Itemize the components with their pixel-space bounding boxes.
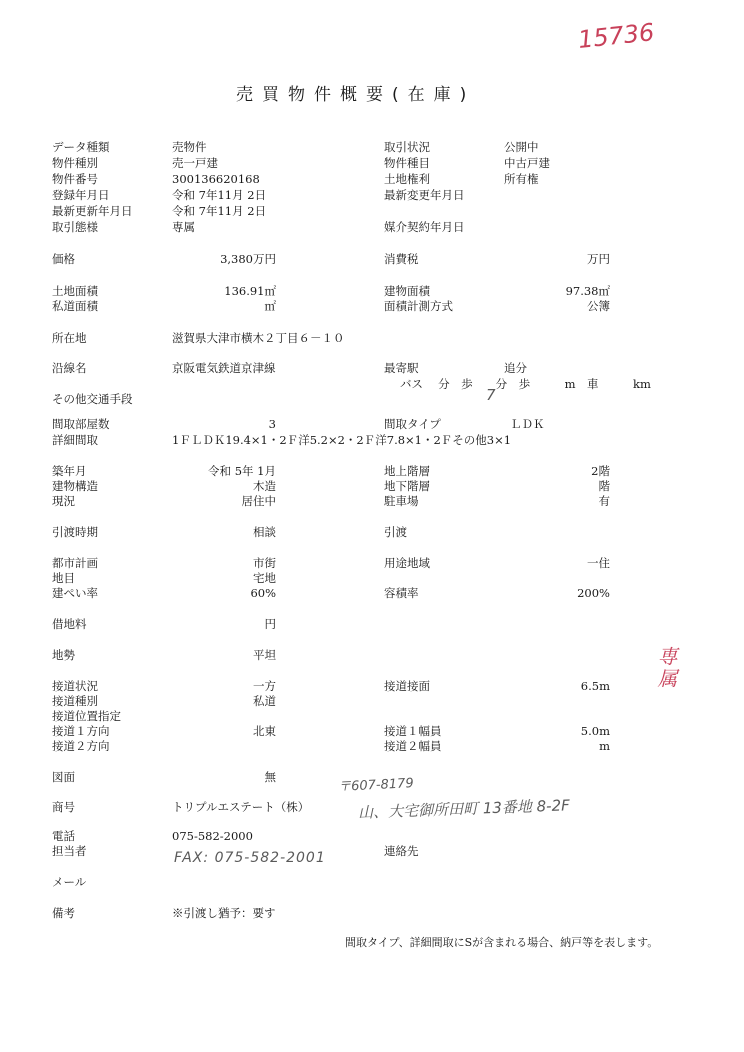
value-road-face: 6.5m [580,679,610,693]
value-registered: 令和 7年11月 2日 [172,188,267,202]
label-contact: 連絡先 [384,844,419,858]
value-road-kind: 私道 [253,694,276,708]
value-property-type: 売一戸建 [172,156,218,170]
label-road-position: 接道位置指定 [52,709,121,723]
handwritten-doc-number: 15736 [576,18,656,54]
label-trade-status: 取引状況 [384,140,430,154]
label-transaction: 取引態様 [52,220,98,234]
value-line: 京阪電気鉄道京津線 [172,361,276,375]
value-trade-status: 公開中 [504,140,539,154]
value-property-item: 中古戸建 [504,156,550,170]
label-handover: 引渡 [384,525,407,539]
label-tax: 消費税 [384,252,419,266]
value-road-status: 一方 [253,679,276,693]
handwritten-senzoku: 専属 [654,646,678,690]
label-road2-width: 接道２幅員 [384,739,442,753]
label-road-face: 接道接面 [384,679,430,693]
label-building-area: 建物面積 [384,284,430,298]
value-private-road-unit: ㎡ [264,299,276,313]
label-structure: 建物構造 [52,479,98,493]
label-latest-change: 最新変更年月日 [384,188,465,202]
value-city-plan: 市街 [253,556,276,570]
handwritten-address: 山、大宅御所田町 13番地 8-2F [357,796,571,822]
label-trade-name: 商号 [52,800,75,814]
value-structure: 木造 [253,479,276,493]
label-mediation: 媒介契約年月日 [384,220,465,234]
value-location: 滋賀県大津市横木２丁目６－１０ [172,331,345,345]
value-data-type: 売物件 [172,140,207,154]
label-phone: 電話 [52,829,75,843]
value-updated: 令和 7年11月 2日 [172,204,267,218]
label-far: 容積率 [384,586,419,600]
label-current: 現況 [52,494,75,508]
value-transaction: 専属 [172,220,195,234]
value-coverage: 60% [250,586,276,600]
label-location: 所在地 [52,331,87,345]
label-property-no: 物件番号 [52,172,98,186]
label-parking: 駐車場 [384,494,419,508]
label-price: 価格 [52,252,75,266]
value-terrain: 平坦 [253,648,276,662]
label-layout-type: 間取タイプ [384,417,441,431]
label-area-method: 面積計測方式 [384,299,453,313]
label-remarks: 備考 [52,906,75,920]
value-handover-time: 相談 [253,525,276,539]
label-layout-detail: 詳細間取 [52,433,98,447]
label-coverage: 建ぺい率 [52,586,98,600]
bus-row: バス 分 歩 分 歩 m 車 km [400,377,651,391]
label-terrain: 地勢 [52,648,75,662]
label-land-right: 土地権利 [384,172,430,186]
value-land-category: 宅地 [253,571,276,585]
value-floors-below: 階 [598,479,610,493]
label-road-status: 接道状況 [52,679,98,693]
label-rooms: 間取部屋数 [52,417,110,431]
value-current: 居住中 [241,494,276,508]
label-road2-dir: 接道２方向 [52,739,110,753]
value-phone: 075-582-2000 [172,829,253,843]
label-ground-rent: 借地料 [52,617,87,631]
value-layout-detail: 1ＦＬＤＫ19.4×1・2Ｆ洋5.2×2・2Ｆ洋7.8×1・2Ｆその他3×1 [172,433,512,447]
value-ground-rent-unit: 円 [264,617,276,631]
label-registered: 登録年月日 [52,188,110,202]
value-land-right: 所有権 [504,172,539,186]
handwritten-postal: 〒607-8179 [337,776,415,795]
label-zoning: 用途地域 [384,556,430,570]
value-zoning: 一住 [587,556,610,570]
value-built: 令和 5年 1月 [208,464,276,478]
value-property-no: 300136620168 [172,172,260,186]
value-remarks: ※引渡し猶予：要す [172,906,276,920]
value-far: 200% [577,586,610,600]
label-handover-time: 引渡時期 [52,525,98,539]
label-email: メール [52,875,87,889]
label-nearest-station: 最寄駅 [384,361,419,375]
label-staff: 担当者 [52,844,87,858]
handwritten-fax: FAX: 075-582-2001 [174,850,326,866]
label-city-plan: 都市計画 [52,556,98,570]
label-other-transport: その他交通手段 [52,392,133,406]
value-trade-name: トリプルエステート（株） [172,800,310,814]
value-price: 3,380万円 [220,252,276,266]
label-built: 築年月 [52,464,87,478]
value-road2-width-unit: m [599,739,610,753]
label-road-kind: 接道種別 [52,694,98,708]
label-property-item: 物件種目 [384,156,430,170]
value-road1-width: 5.0m [580,724,610,738]
label-drawing: 図面 [52,770,75,784]
value-drawing: 無 [264,770,276,784]
label-private-road-area: 私道面積 [52,299,98,313]
label-land-category: 地目 [52,571,75,585]
label-data-type: データ種類 [52,140,110,154]
value-layout-type: ＬＤＫ [510,417,545,431]
label-road1-dir: 接道１方向 [52,724,110,738]
value-parking: 有 [598,494,610,508]
value-road1-dir: 北東 [253,724,276,738]
value-tax-unit: 万円 [587,252,610,266]
value-land-area: 136.91㎡ [224,284,276,298]
label-land-area: 土地面積 [52,284,98,298]
value-area-method: 公簿 [587,299,610,313]
value-building-area: 97.38㎡ [565,284,610,298]
footer-note: 間取タイプ、詳細間取にSが含まれる場合、納戸等を表します。 [345,936,659,949]
label-updated: 最新更新年月日 [52,204,133,218]
label-floors-above: 地上階層 [384,464,430,478]
value-nearest-station: 追分 [504,361,527,375]
label-line: 沿線名 [52,361,87,375]
label-road1-width: 接道１幅員 [384,724,442,738]
value-rooms: 3 [268,417,276,431]
handwritten-walk-min: 7 [486,386,496,404]
label-property-type: 物件種別 [52,156,98,170]
page-title: 売買物件概要(在庫) [236,85,476,105]
label-floors-below: 地下階層 [384,479,430,493]
value-floors-above: 2階 [591,464,610,478]
